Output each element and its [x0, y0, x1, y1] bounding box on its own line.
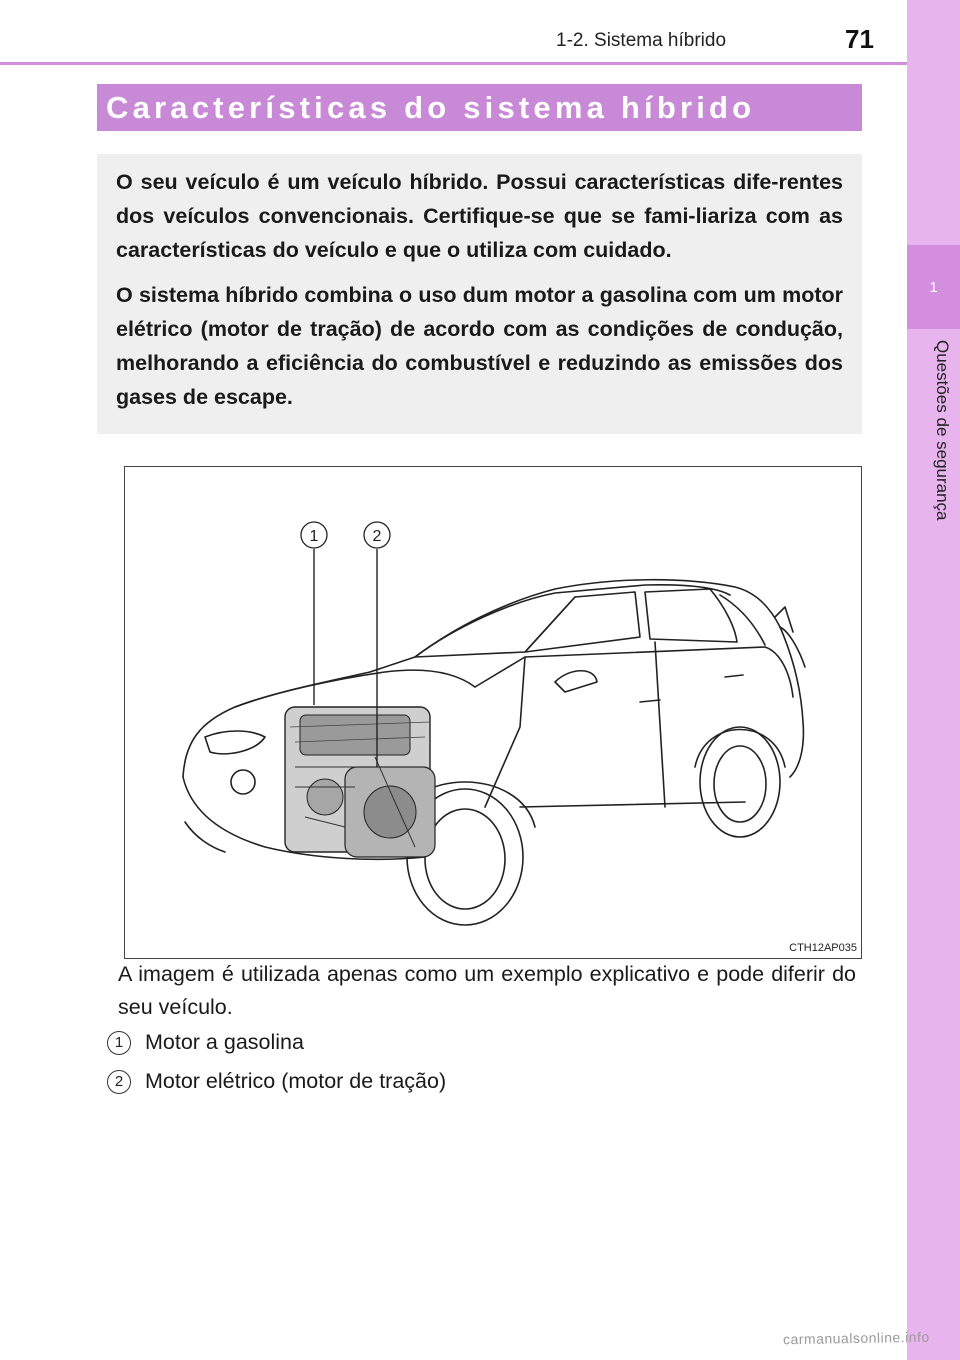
- callout-label-1: 1: [309, 528, 319, 545]
- figure-caption: A imagem é utilizada apenas como um exemplo explicativo e pode diferir do seu veículo.: [118, 962, 856, 1019]
- legend-item: [107, 1030, 304, 1055]
- intro-paragraph-2: O sistema híbrido combina o uso dum motor a gasolina com um motor elétrico (motor de tração) de acordo com as condições de condução, melhorando a eficiência do combustível e reduzindo as emissões dos gases de escape.: [116, 283, 843, 409]
- legend-item: [107, 1069, 446, 1094]
- chapter-title: Questões de segurança: [933, 340, 952, 521]
- chapter-tab[interactable]: [907, 245, 960, 329]
- section-title: 1-2. Sistema híbrido: [556, 30, 727, 51]
- engine-drawing: [285, 707, 435, 857]
- figure-code: CTH12AP035: [789, 942, 857, 954]
- intro-box: [97, 154, 862, 434]
- legend-label: Motor elétrico (motor de tração): [145, 1069, 447, 1093]
- callout-label-2: 2: [372, 528, 382, 545]
- page-title: Características do sistema híbrido: [106, 89, 756, 125]
- chapter-number: 1: [929, 278, 938, 296]
- car-illustration: [125, 467, 863, 960]
- side-strip: [907, 0, 960, 1360]
- page-number: 71: [845, 24, 874, 54]
- intro-paragraph-1: O seu veículo é um veículo híbrido. Possui características dife-rentes dos veículos convencionais. Certifique-se que se fami-liariza com as características do veículo e que o utiliza com cuidado.: [116, 170, 843, 262]
- legend-number: 2: [107, 1070, 131, 1094]
- header-divider: [0, 62, 907, 65]
- watermark: carmanualsonline.info: [782, 1328, 930, 1348]
- legend-number: 1: [107, 1031, 131, 1055]
- vehicle-figure: [124, 466, 862, 959]
- title-bar: [97, 84, 862, 131]
- legend-label: Motor a gasolina: [145, 1030, 304, 1054]
